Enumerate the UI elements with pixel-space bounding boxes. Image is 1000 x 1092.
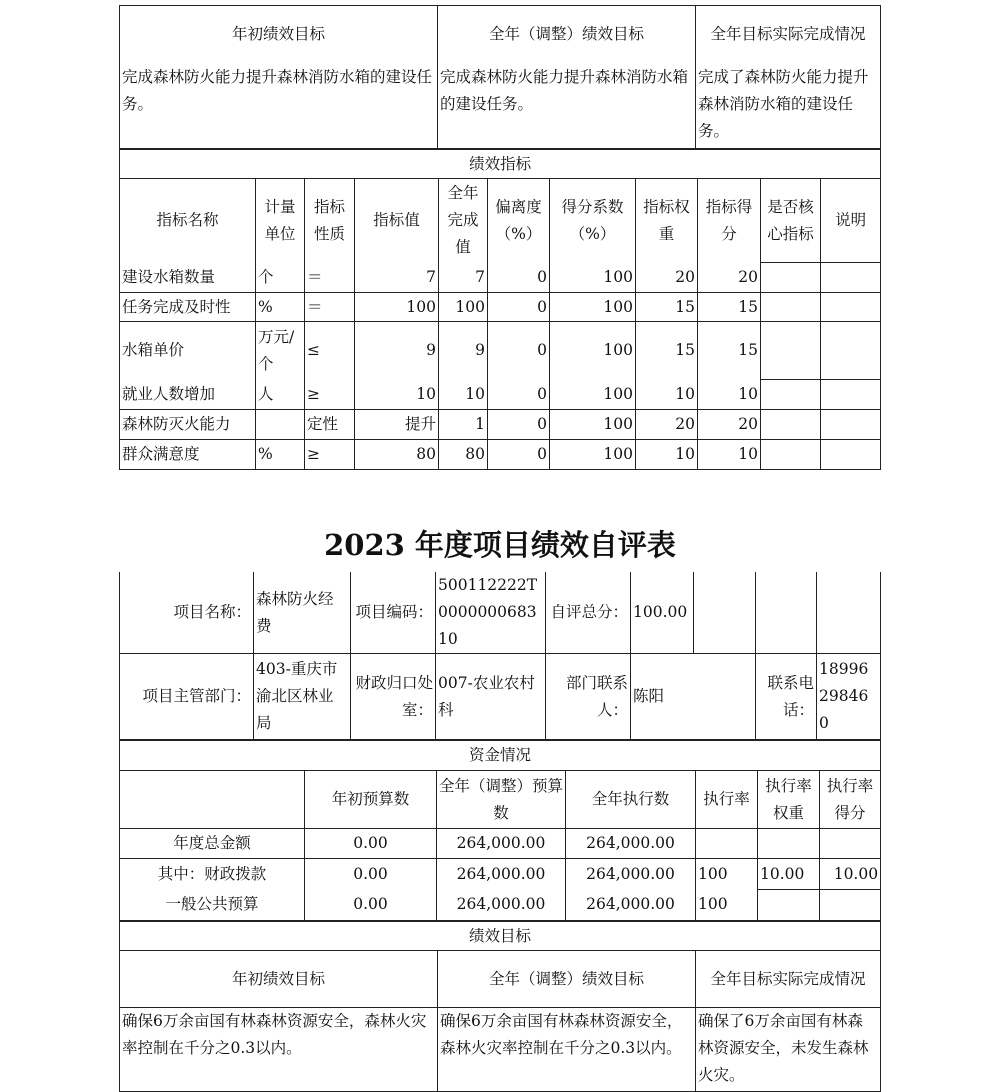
funds-title: 资金情况 xyxy=(120,741,881,771)
funds-row-label: 年度总金额 xyxy=(120,829,305,859)
funds-rate xyxy=(696,829,758,859)
indicator-coefficient: 100 xyxy=(550,410,636,440)
indicator-row xyxy=(120,263,881,293)
indicator-coefficient: 100 xyxy=(550,263,636,293)
indicator-nature: ≤ xyxy=(305,322,355,380)
goals-table-top xyxy=(119,5,881,149)
indicators-table xyxy=(119,149,881,470)
dept-value: 403-重庆市渝北区林业局 xyxy=(254,654,351,740)
funds-weight xyxy=(758,829,820,859)
indicator-deviation: 0 xyxy=(488,263,550,293)
funds-rate: 100 xyxy=(696,859,758,890)
funds-row xyxy=(120,890,881,921)
indicator-deviation: 0 xyxy=(488,293,550,322)
indicator-done: 9 xyxy=(439,322,488,380)
funds-header-empty xyxy=(120,771,305,829)
indicator-unit: 人 xyxy=(256,380,305,410)
funds-header-weight: 执行率权重 xyxy=(758,771,820,829)
ind-header-unit: 计量单位 xyxy=(256,179,305,263)
indicator-note xyxy=(821,440,881,470)
funds-header-executed: 全年执行数 xyxy=(566,771,696,829)
indicator-deviation: 0 xyxy=(488,322,550,380)
ind-header-coefficient: 得分系数（%） xyxy=(550,179,636,263)
project-name-label: 项目名称： xyxy=(120,572,254,654)
funds-score xyxy=(820,890,881,921)
funds-header-initial: 年初预算数 xyxy=(305,771,437,829)
goals-table-bottom xyxy=(119,921,881,1092)
performance-sheet-top xyxy=(119,5,880,470)
indicator-done: 7 xyxy=(439,263,488,293)
indicator-score: 10 xyxy=(698,380,761,410)
funds-executed: 264,000.00 xyxy=(566,890,696,921)
project-info-table xyxy=(119,572,881,740)
funds-row-label: 一般公共预算 xyxy=(120,890,305,921)
indicator-done: 1 xyxy=(439,410,488,440)
contact-value: 陈阳 xyxy=(631,654,756,740)
indicator-coefficient: 100 xyxy=(550,293,636,322)
goal-header-initial: 年初绩效目标 xyxy=(120,6,438,64)
contact-label: 部门联系人： xyxy=(546,654,631,740)
finance-label: 财政归口处室： xyxy=(351,654,436,740)
indicator-done: 100 xyxy=(439,293,488,322)
goal-header-initial: 年初绩效目标 xyxy=(120,951,438,1008)
self-score-value: 100.00 xyxy=(631,572,694,654)
goal-text-initial: 完成森林防火能力提升森林消防水箱的建设任务。 xyxy=(120,64,438,149)
indicator-core xyxy=(761,263,821,293)
indicator-nature: ＝ xyxy=(305,293,355,322)
indicator-core xyxy=(761,440,821,470)
indicator-note xyxy=(821,380,881,410)
indicator-score: 15 xyxy=(698,322,761,380)
indicator-weight: 15 xyxy=(636,293,698,322)
indicator-value: 100 xyxy=(355,293,439,322)
funds-row xyxy=(120,829,881,859)
performance-sheet-bottom xyxy=(119,572,880,1092)
ind-header-nature: 指标性质 xyxy=(305,179,355,263)
empty-cell xyxy=(817,572,881,654)
indicator-note xyxy=(821,263,881,293)
indicator-value: 提升 xyxy=(355,410,439,440)
ind-header-done: 全年完成值 xyxy=(439,179,488,263)
funds-executed: 264,000.00 xyxy=(566,859,696,890)
funds-weight: 10.00 xyxy=(758,859,820,890)
ind-header-note: 说明 xyxy=(821,179,881,263)
goal-header-adjusted: 全年（调整）绩效目标 xyxy=(438,6,696,64)
indicator-weight: 20 xyxy=(636,410,698,440)
indicator-value: 10 xyxy=(355,380,439,410)
project-code-label: 项目编码： xyxy=(351,572,436,654)
indicator-value: 80 xyxy=(355,440,439,470)
indicator-row xyxy=(120,293,881,322)
phone-label: 联系电话： xyxy=(756,654,817,740)
indicator-nature: ≥ xyxy=(305,440,355,470)
indicator-row xyxy=(120,410,881,440)
funds-score xyxy=(820,829,881,859)
funds-initial: 0.00 xyxy=(305,859,437,890)
indicator-done: 10 xyxy=(439,380,488,410)
goal-header-actual: 全年目标实际完成情况 xyxy=(696,951,881,1008)
indicator-row xyxy=(120,440,881,470)
empty-cell xyxy=(756,572,817,654)
indicator-score: 15 xyxy=(698,293,761,322)
indicator-value: 9 xyxy=(355,322,439,380)
indicator-unit: % xyxy=(256,440,305,470)
indicator-done: 80 xyxy=(439,440,488,470)
indicator-name: 森林防灭火能力 xyxy=(120,410,256,440)
indicator-coefficient: 100 xyxy=(550,322,636,380)
finance-value: 007-农业农村科 xyxy=(436,654,546,740)
goal-text-initial: 确保6万余亩国有林森林资源安全，森林火灾率控制在千分之0.3以内。 xyxy=(120,1008,438,1092)
ind-header-name: 指标名称 xyxy=(120,179,256,263)
indicator-unit: 万元/个 xyxy=(256,322,305,380)
ind-header-deviation: 偏离度（%） xyxy=(488,179,550,263)
funds-row-label: 其中：财政拨款 xyxy=(120,859,305,890)
indicator-name: 群众满意度 xyxy=(120,440,256,470)
indicator-unit: 个 xyxy=(256,263,305,293)
goal-header-adjusted: 全年（调整）绩效目标 xyxy=(438,951,696,1008)
indicator-core xyxy=(761,293,821,322)
funds-adjusted: 264,000.00 xyxy=(437,890,566,921)
funds-executed: 264,000.00 xyxy=(566,829,696,859)
self-score-label: 自评总分： xyxy=(546,572,631,654)
indicator-row xyxy=(120,380,881,410)
goals-title: 绩效目标 xyxy=(120,922,881,951)
indicator-nature: 定性 xyxy=(305,410,355,440)
goal-text-actual: 确保了6万余亩国有林森林资源安全，未发生森林火灾。 xyxy=(696,1008,881,1092)
indicator-value: 7 xyxy=(355,263,439,293)
funds-adjusted: 264,000.00 xyxy=(437,859,566,890)
goal-text-adjusted: 完成森林防火能力提升森林消防水箱的建设任务。 xyxy=(438,64,696,149)
page-title: 2023 年度项目绩效自评表 xyxy=(324,528,676,562)
indicator-weight: 15 xyxy=(636,322,698,380)
funds-header-rate: 执行率 xyxy=(696,771,758,829)
indicator-row xyxy=(120,322,881,380)
indicator-deviation: 0 xyxy=(488,410,550,440)
indicator-nature: ≥ xyxy=(305,380,355,410)
indicators-title: 绩效指标 xyxy=(120,150,881,179)
ind-header-core: 是否核心指标 xyxy=(761,179,821,263)
indicator-coefficient: 100 xyxy=(550,380,636,410)
indicator-score: 20 xyxy=(698,410,761,440)
dept-label: 项目主管部门： xyxy=(120,654,254,740)
indicator-score: 20 xyxy=(698,263,761,293)
funds-header-adjusted: 全年（调整）预算数 xyxy=(437,771,566,829)
indicator-name: 就业人数增加 xyxy=(120,380,256,410)
indicator-name: 任务完成及时性 xyxy=(120,293,256,322)
funds-score: 10.00 xyxy=(820,859,881,890)
project-name-value: 森林防火经费 xyxy=(254,572,351,654)
funds-weight xyxy=(758,890,820,921)
indicator-deviation: 0 xyxy=(488,440,550,470)
funds-adjusted: 264,000.00 xyxy=(437,829,566,859)
ind-header-weight: 指标权重 xyxy=(636,179,698,263)
indicator-name: 水箱单价 xyxy=(120,322,256,380)
indicator-core xyxy=(761,322,821,380)
indicator-score: 10 xyxy=(698,440,761,470)
indicator-note xyxy=(821,293,881,322)
ind-header-score: 指标得分 xyxy=(698,179,761,263)
funds-row xyxy=(120,859,881,890)
indicator-core xyxy=(761,380,821,410)
goal-text-actual: 完成了森林防火能力提升森林消防水箱的建设任务。 xyxy=(696,64,881,149)
goal-text-adjusted: 确保6万余亩国有林森林资源安全，森林火灾率控制在千分之0.3以内。 xyxy=(438,1008,696,1092)
indicator-weight: 10 xyxy=(636,440,698,470)
ind-header-value: 指标值 xyxy=(355,179,439,263)
indicator-name: 建设水箱数量 xyxy=(120,263,256,293)
indicator-unit: % xyxy=(256,293,305,322)
funds-initial: 0.00 xyxy=(305,890,437,921)
indicator-nature: ＝ xyxy=(305,263,355,293)
funds-initial: 0.00 xyxy=(305,829,437,859)
indicator-coefficient: 100 xyxy=(550,440,636,470)
indicator-core xyxy=(761,410,821,440)
funds-header-score: 执行率得分 xyxy=(820,771,881,829)
indicator-note xyxy=(821,322,881,380)
phone-value: 18996298460 xyxy=(817,654,881,740)
funds-table xyxy=(119,740,881,921)
project-code-value: 500112222T000000068310 xyxy=(436,572,546,654)
empty-cell xyxy=(694,572,756,654)
indicator-note xyxy=(821,410,881,440)
funds-rate: 100 xyxy=(696,890,758,921)
goal-header-actual: 全年目标实际完成情况 xyxy=(696,6,881,64)
indicator-weight: 20 xyxy=(636,263,698,293)
indicator-weight: 10 xyxy=(636,380,698,410)
indicator-deviation: 0 xyxy=(488,380,550,410)
indicator-unit xyxy=(256,410,305,440)
